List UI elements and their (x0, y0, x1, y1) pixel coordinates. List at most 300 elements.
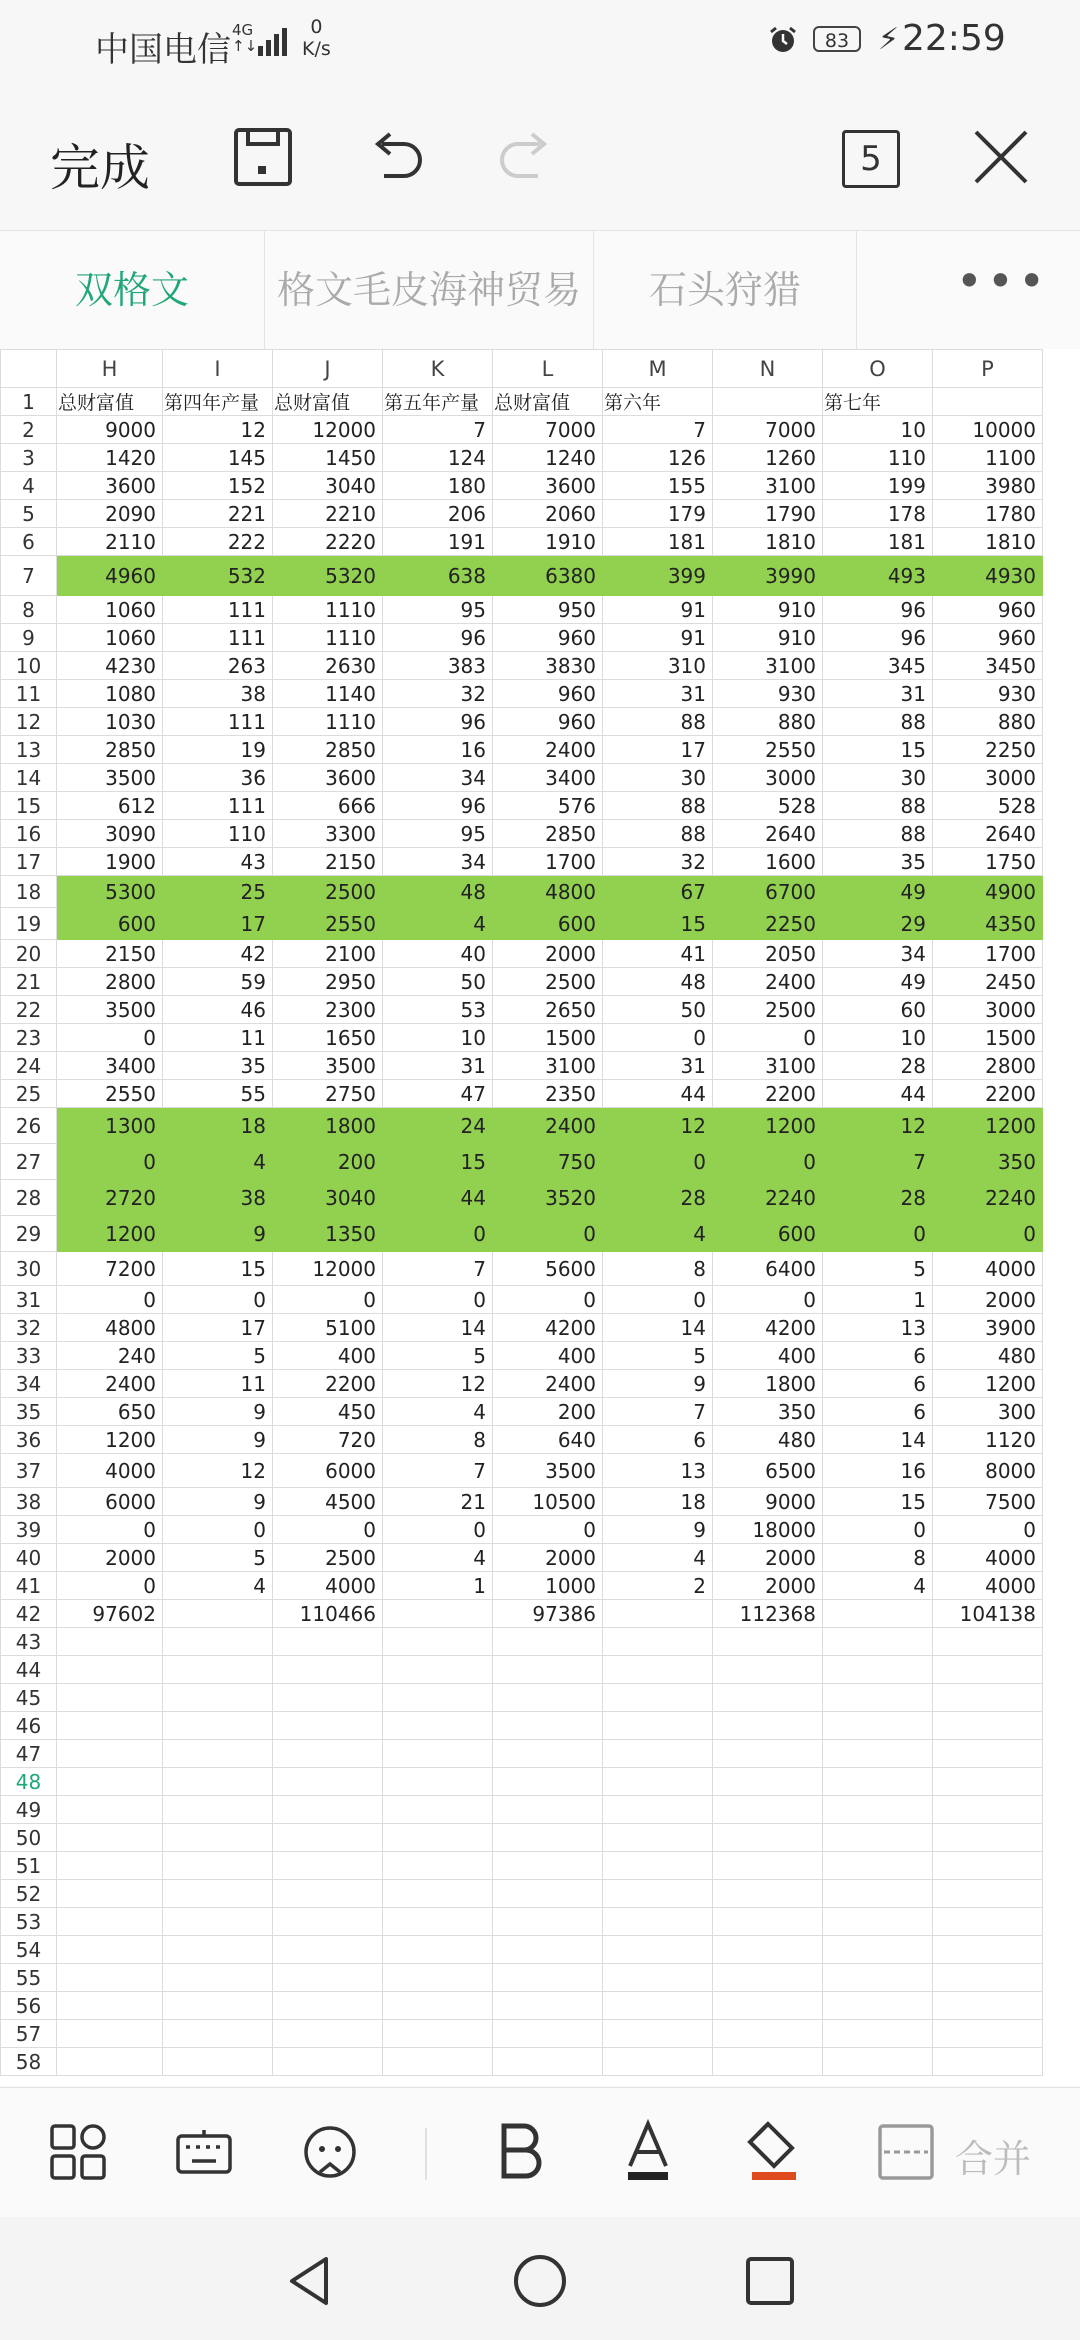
cell[interactable] (273, 1712, 383, 1740)
row-header[interactable]: 34 (1, 1370, 57, 1398)
cell[interactable] (163, 1852, 273, 1880)
row-header[interactable]: 30 (1, 1252, 57, 1286)
cell[interactable]: 600 (57, 908, 163, 940)
row-header[interactable]: 57 (1, 2020, 57, 2048)
row-header[interactable]: 1 (1, 388, 57, 416)
cell[interactable]: 10 (383, 1024, 493, 1052)
cell[interactable] (57, 1880, 163, 1908)
cell[interactable] (933, 1852, 1043, 1880)
row-header[interactable]: 26 (1, 1108, 57, 1144)
cell[interactable]: 1650 (273, 1024, 383, 1052)
select-all-corner[interactable] (1, 350, 57, 388)
cell[interactable] (603, 1628, 713, 1656)
cell[interactable]: 10000 (933, 416, 1043, 444)
cell[interactable]: 6000 (57, 1488, 163, 1516)
cell[interactable] (383, 1908, 493, 1936)
row-header[interactable]: 14 (1, 764, 57, 792)
cell[interactable]: 1810 (933, 528, 1043, 556)
cell[interactable] (823, 2048, 933, 2076)
cell[interactable]: 2150 (57, 940, 163, 968)
cell[interactable]: 1300 (57, 1108, 163, 1144)
cell[interactable]: 17 (603, 736, 713, 764)
cell[interactable]: 0 (57, 1286, 163, 1314)
cell[interactable]: 0 (493, 1516, 603, 1544)
cell[interactable] (713, 1684, 823, 1712)
cell[interactable]: 1120 (933, 1426, 1043, 1454)
row-header[interactable]: 16 (1, 820, 57, 848)
cell[interactable]: 152 (163, 472, 273, 500)
cell[interactable] (57, 1908, 163, 1936)
cell[interactable]: 第六年 (603, 388, 713, 416)
cell[interactable] (933, 1628, 1043, 1656)
cell[interactable]: 3000 (933, 996, 1043, 1024)
cell[interactable]: 34 (383, 764, 493, 792)
cell[interactable]: 0 (713, 1286, 823, 1314)
cell[interactable] (823, 1908, 933, 1936)
cell[interactable]: 1500 (933, 1024, 1043, 1052)
cell[interactable]: 880 (713, 708, 823, 736)
cell[interactable] (383, 1712, 493, 1740)
cell[interactable] (603, 1712, 713, 1740)
cell[interactable]: 47 (383, 1080, 493, 1108)
cell[interactable]: 111 (163, 792, 273, 820)
merge-button[interactable]: 合并 (955, 2137, 1032, 2181)
cell[interactable]: 5100 (273, 1314, 383, 1342)
cell[interactable]: 18000 (713, 1516, 823, 1544)
bold-icon[interactable] (486, 2116, 558, 2188)
cell[interactable]: 2350 (493, 1080, 603, 1108)
cell[interactable]: 2100 (273, 940, 383, 968)
cell[interactable]: 3500 (57, 764, 163, 792)
cell[interactable]: 3980 (933, 472, 1043, 500)
cell[interactable]: 4930 (933, 556, 1043, 596)
cell[interactable]: 0 (713, 1144, 823, 1180)
cell[interactable]: 383 (383, 652, 493, 680)
cell[interactable]: 1500 (493, 1024, 603, 1052)
cell[interactable]: 4 (163, 1572, 273, 1600)
cell[interactable]: 7 (603, 1398, 713, 1426)
cell[interactable] (57, 1656, 163, 1684)
cell[interactable] (163, 1824, 273, 1852)
cell[interactable]: 5 (823, 1252, 933, 1286)
cell[interactable]: 1810 (713, 528, 823, 556)
cell[interactable] (273, 2048, 383, 2076)
cell[interactable]: 2500 (713, 996, 823, 1024)
column-header[interactable]: K (383, 350, 493, 388)
row-header[interactable]: 38 (1, 1488, 57, 1516)
cell[interactable] (163, 1628, 273, 1656)
cell[interactable] (383, 1824, 493, 1852)
cell[interactable]: 200 (273, 1144, 383, 1180)
border-icon[interactable] (870, 2116, 942, 2188)
row-header[interactable]: 39 (1, 1516, 57, 1544)
cell[interactable]: 6 (823, 1370, 933, 1398)
cell[interactable] (603, 2020, 713, 2048)
cell[interactable]: 31 (603, 680, 713, 708)
cell[interactable]: 34 (823, 940, 933, 968)
cell[interactable]: 1450 (273, 444, 383, 472)
cell[interactable]: 2250 (713, 908, 823, 940)
cell[interactable]: 第七年 (823, 388, 933, 416)
cell[interactable]: 2000 (713, 1544, 823, 1572)
cell[interactable]: 35 (163, 1052, 273, 1080)
cell[interactable]: 4000 (933, 1252, 1043, 1286)
sheet-tab[interactable]: 石头狩猎 (594, 231, 857, 349)
cell[interactable]: 3300 (273, 820, 383, 848)
row-header[interactable]: 29 (1, 1216, 57, 1252)
cell[interactable] (603, 1600, 713, 1628)
cell[interactable] (273, 1852, 383, 1880)
cell[interactable]: 96 (823, 596, 933, 624)
cell[interactable]: 2850 (493, 820, 603, 848)
cell[interactable]: 1100 (933, 444, 1043, 472)
cell[interactable]: 4 (383, 908, 493, 940)
cell[interactable]: 7 (823, 1144, 933, 1180)
cell[interactable]: 7000 (713, 416, 823, 444)
cell[interactable]: 0 (933, 1216, 1043, 1252)
cell[interactable]: 46 (163, 996, 273, 1024)
cell[interactable]: 3600 (57, 472, 163, 500)
cell[interactable]: 2000 (713, 1572, 823, 1600)
cell[interactable] (57, 2048, 163, 2076)
cell[interactable]: 2850 (273, 736, 383, 764)
cell[interactable] (823, 1992, 933, 2020)
cell[interactable]: 0 (493, 1216, 603, 1252)
row-header[interactable]: 45 (1, 1684, 57, 1712)
cell[interactable]: 3500 (57, 996, 163, 1024)
cell[interactable]: 2450 (933, 968, 1043, 996)
cell[interactable] (57, 1824, 163, 1852)
cell[interactable]: 493 (823, 556, 933, 596)
cell[interactable] (713, 388, 823, 416)
cell[interactable] (603, 1992, 713, 2020)
cell[interactable]: 44 (823, 1080, 933, 1108)
cell[interactable]: 第五年产量 (383, 388, 493, 416)
cell[interactable]: 1790 (713, 500, 823, 528)
sheet-count-button[interactable]: 5 (842, 130, 900, 188)
cell[interactable] (273, 1964, 383, 1992)
cell[interactable]: 6500 (713, 1454, 823, 1488)
cell[interactable]: 4800 (493, 876, 603, 908)
cell[interactable]: 0 (57, 1024, 163, 1052)
cell[interactable]: 16 (383, 736, 493, 764)
cell[interactable]: 12 (823, 1108, 933, 1144)
cell[interactable]: 2050 (713, 940, 823, 968)
cell[interactable]: 350 (713, 1398, 823, 1426)
cell[interactable]: 3000 (933, 764, 1043, 792)
cell[interactable] (493, 1824, 603, 1852)
cell[interactable]: 1110 (273, 596, 383, 624)
cell[interactable]: 1350 (273, 1216, 383, 1252)
cell[interactable] (383, 1656, 493, 1684)
cell[interactable] (273, 1992, 383, 2020)
cell[interactable]: 960 (933, 624, 1043, 652)
cell[interactable]: 2550 (57, 1080, 163, 1108)
cell[interactable]: 0 (57, 1516, 163, 1544)
cell[interactable]: 880 (933, 708, 1043, 736)
cell[interactable]: 480 (713, 1426, 823, 1454)
cell[interactable] (713, 1768, 823, 1796)
cell[interactable]: 612 (57, 792, 163, 820)
cell[interactable]: 95 (383, 596, 493, 624)
cell[interactable]: 2210 (273, 500, 383, 528)
cell[interactable] (713, 1712, 823, 1740)
cell[interactable] (713, 1824, 823, 1852)
cell[interactable] (493, 1992, 603, 2020)
cell[interactable]: 3100 (493, 1052, 603, 1080)
cell[interactable]: 0 (383, 1216, 493, 1252)
cell[interactable]: 91 (603, 624, 713, 652)
cell[interactable]: 4200 (713, 1314, 823, 1342)
cell[interactable]: 4000 (57, 1454, 163, 1488)
cell[interactable] (713, 1796, 823, 1824)
cell[interactable]: 5 (383, 1342, 493, 1370)
cell[interactable] (713, 1992, 823, 2020)
cell[interactable]: 2000 (493, 1544, 603, 1572)
cell[interactable]: 191 (383, 528, 493, 556)
cell[interactable] (823, 2020, 933, 2048)
cell[interactable]: 4230 (57, 652, 163, 680)
cell[interactable] (823, 1740, 933, 1768)
cell[interactable]: 3990 (713, 556, 823, 596)
cell[interactable] (933, 1880, 1043, 1908)
cell[interactable]: 2300 (273, 996, 383, 1024)
cell[interactable]: 111 (163, 708, 273, 736)
cell[interactable] (713, 1880, 823, 1908)
cell[interactable] (163, 1684, 273, 1712)
cell[interactable]: 4 (603, 1544, 713, 1572)
cell[interactable]: 528 (713, 792, 823, 820)
cell[interactable] (163, 1964, 273, 1992)
cell[interactable]: 2640 (713, 820, 823, 848)
cell[interactable]: 110 (163, 820, 273, 848)
cell[interactable]: 2500 (273, 876, 383, 908)
cell[interactable]: 2500 (493, 968, 603, 996)
cell[interactable]: 9 (603, 1370, 713, 1398)
cell[interactable] (57, 1796, 163, 1824)
cell[interactable]: 7 (603, 416, 713, 444)
cell[interactable]: 6380 (493, 556, 603, 596)
column-header[interactable]: H (57, 350, 163, 388)
row-header[interactable]: 55 (1, 1964, 57, 1992)
cell[interactable] (57, 1628, 163, 1656)
cell[interactable] (603, 1908, 713, 1936)
cell[interactable]: 10 (823, 1024, 933, 1052)
cell[interactable]: 2850 (57, 736, 163, 764)
cell[interactable]: 1000 (493, 1572, 603, 1600)
cell[interactable]: 0 (273, 1286, 383, 1314)
row-header[interactable]: 9 (1, 624, 57, 652)
cell[interactable]: 5 (603, 1342, 713, 1370)
cell[interactable]: 124 (383, 444, 493, 472)
cell[interactable]: 1200 (713, 1108, 823, 1144)
cell[interactable] (603, 1684, 713, 1712)
cell[interactable] (603, 1964, 713, 1992)
cell[interactable] (713, 1656, 823, 1684)
cell[interactable]: 960 (493, 680, 603, 708)
cell[interactable]: 1780 (933, 500, 1043, 528)
cell[interactable] (603, 1768, 713, 1796)
cell[interactable]: 44 (383, 1180, 493, 1216)
cell[interactable] (163, 1768, 273, 1796)
cell[interactable]: 5600 (493, 1252, 603, 1286)
cell[interactable] (823, 1796, 933, 1824)
cell[interactable]: 1 (383, 1572, 493, 1600)
cell[interactable]: 15 (823, 736, 933, 764)
cell[interactable]: 155 (603, 472, 713, 500)
cell[interactable] (163, 1936, 273, 1964)
cell[interactable]: 28 (603, 1180, 713, 1216)
cell[interactable]: 7500 (933, 1488, 1043, 1516)
cell[interactable] (603, 1740, 713, 1768)
cell[interactable] (933, 1964, 1043, 1992)
cell[interactable]: 9000 (57, 416, 163, 444)
cell[interactable] (493, 1880, 603, 1908)
more-tabs-button[interactable]: ••• (955, 254, 1050, 308)
cell[interactable] (383, 1964, 493, 1992)
cell[interactable]: 6700 (713, 876, 823, 908)
cell[interactable]: 59 (163, 968, 273, 996)
cell[interactable]: 3500 (493, 1454, 603, 1488)
cell[interactable] (823, 1768, 933, 1796)
cell[interactable]: 40 (383, 940, 493, 968)
cell[interactable]: 7 (383, 416, 493, 444)
cell[interactable] (603, 1656, 713, 1684)
cell[interactable]: 7 (383, 1252, 493, 1286)
cell[interactable] (163, 1712, 273, 1740)
cell[interactable]: 18 (163, 1108, 273, 1144)
cell[interactable]: 1910 (493, 528, 603, 556)
cell[interactable]: 55 (163, 1080, 273, 1108)
cell[interactable]: 12 (603, 1108, 713, 1144)
cell[interactable] (713, 1740, 823, 1768)
cell[interactable]: 110 (823, 444, 933, 472)
cell[interactable]: 532 (163, 556, 273, 596)
cell[interactable]: 总财富值 (57, 388, 163, 416)
cell[interactable]: 3000 (713, 764, 823, 792)
sheet-tab[interactable]: 格文毛皮海神贸易 (265, 231, 594, 349)
cell[interactable]: 2 (603, 1572, 713, 1600)
row-header[interactable]: 28 (1, 1180, 57, 1216)
cell[interactable]: 1110 (273, 624, 383, 652)
cell[interactable]: 2650 (493, 996, 603, 1024)
cell[interactable] (273, 1684, 383, 1712)
cell[interactable]: 49 (823, 876, 933, 908)
row-header[interactable]: 23 (1, 1024, 57, 1052)
column-header[interactable]: N (713, 350, 823, 388)
cell[interactable]: 88 (603, 708, 713, 736)
cell[interactable]: 2000 (933, 1286, 1043, 1314)
cell[interactable]: 720 (273, 1426, 383, 1454)
cell[interactable]: 6400 (713, 1252, 823, 1286)
row-header[interactable]: 2 (1, 416, 57, 444)
cell[interactable] (933, 1740, 1043, 1768)
cell[interactable] (273, 1740, 383, 1768)
cell[interactable]: 181 (823, 528, 933, 556)
cell[interactable] (823, 1824, 933, 1852)
cell[interactable]: 13 (603, 1454, 713, 1488)
cell[interactable]: 4000 (933, 1544, 1043, 1572)
cell[interactable]: 9000 (713, 1488, 823, 1516)
cell[interactable]: 2400 (713, 968, 823, 996)
row-header[interactable]: 20 (1, 940, 57, 968)
cell[interactable]: 95 (383, 820, 493, 848)
cell[interactable] (273, 1908, 383, 1936)
column-header[interactable]: O (823, 350, 933, 388)
cell[interactable]: 2800 (57, 968, 163, 996)
cell[interactable]: 0 (823, 1216, 933, 1252)
cell[interactable] (273, 1656, 383, 1684)
cell[interactable]: 0 (603, 1144, 713, 1180)
font-color-icon[interactable] (612, 2116, 684, 2188)
cell[interactable]: 7 (383, 1454, 493, 1488)
cell[interactable] (933, 1824, 1043, 1852)
cell[interactable]: 3500 (273, 1052, 383, 1080)
row-header[interactable]: 17 (1, 848, 57, 876)
cell[interactable]: 600 (713, 1216, 823, 1252)
cell[interactable]: 110466 (273, 1600, 383, 1628)
save-icon[interactable] (228, 122, 298, 192)
cell[interactable]: 930 (933, 680, 1043, 708)
cell[interactable]: 3100 (713, 1052, 823, 1080)
cell[interactable] (493, 2020, 603, 2048)
row-header[interactable]: 43 (1, 1628, 57, 1656)
cell[interactable] (603, 2048, 713, 2076)
cell[interactable] (823, 1712, 933, 1740)
cell[interactable]: 38 (163, 680, 273, 708)
row-header[interactable]: 21 (1, 968, 57, 996)
cell[interactable]: 1800 (713, 1370, 823, 1398)
cell[interactable]: 181 (603, 528, 713, 556)
row-header[interactable]: 35 (1, 1398, 57, 1426)
cell[interactable]: 34 (383, 848, 493, 876)
cell[interactable]: 6 (823, 1398, 933, 1426)
cell[interactable]: 2400 (493, 736, 603, 764)
cell[interactable]: 3090 (57, 820, 163, 848)
cell[interactable]: 126 (603, 444, 713, 472)
cell[interactable]: 650 (57, 1398, 163, 1426)
cell[interactable] (933, 1992, 1043, 2020)
cell[interactable]: 2400 (493, 1370, 603, 1398)
cell[interactable]: 910 (713, 596, 823, 624)
cell[interactable]: 930 (713, 680, 823, 708)
row-header[interactable]: 52 (1, 1880, 57, 1908)
cell[interactable]: 910 (713, 624, 823, 652)
cell[interactable]: 450 (273, 1398, 383, 1426)
cell[interactable] (603, 1824, 713, 1852)
cell[interactable]: 10 (823, 416, 933, 444)
cell[interactable]: 42 (163, 940, 273, 968)
cell[interactable]: 1260 (713, 444, 823, 472)
cell[interactable]: 15 (823, 1488, 933, 1516)
cell[interactable]: 1140 (273, 680, 383, 708)
row-header[interactable]: 36 (1, 1426, 57, 1454)
cell[interactable]: 145 (163, 444, 273, 472)
cell[interactable]: 4900 (933, 876, 1043, 908)
cell[interactable]: 3600 (273, 764, 383, 792)
row-header[interactable]: 50 (1, 1824, 57, 1852)
cell[interactable] (493, 1628, 603, 1656)
cell[interactable]: 9 (163, 1426, 273, 1454)
cell[interactable]: 43 (163, 848, 273, 876)
cell[interactable]: 3100 (713, 652, 823, 680)
cell[interactable] (933, 1936, 1043, 1964)
cell[interactable] (823, 1684, 933, 1712)
cell[interactable]: 6 (603, 1426, 713, 1454)
cell[interactable]: 31 (823, 680, 933, 708)
cell[interactable] (273, 1824, 383, 1852)
cell[interactable]: 11 (163, 1024, 273, 1052)
